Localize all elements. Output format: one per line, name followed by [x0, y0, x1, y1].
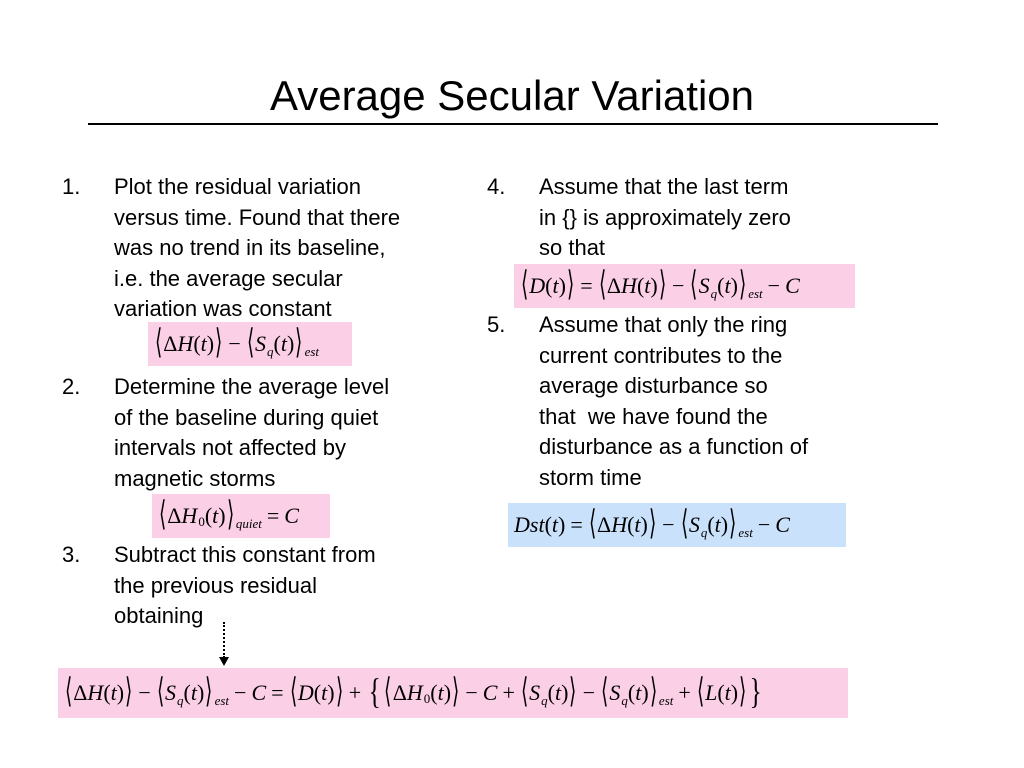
item-number: 5. — [487, 312, 506, 337]
item-number: 4. — [487, 174, 506, 199]
item-text: Assume that only the ring current contributes to the average disturbance so that we have found the disturbance as a function of storm time — [539, 312, 809, 490]
item-number: 1. — [62, 174, 81, 199]
item-text: Determine the average level of the baseline during quiet intervals not affected by magnetic storms — [114, 374, 390, 491]
title-underline — [88, 123, 938, 125]
item-text: Subtract this constant from the previous residual obtaining — [114, 542, 376, 628]
item-text: Plot the residual variation versus time. Found that there was no trend in its baseline, i.e. the average secular variation was constant — [114, 174, 401, 321]
item-number: 3. — [62, 542, 81, 567]
formula-disturbance: ⟨ D ( t ) ⟩ = ⟨ Δ H ( t ) ⟩ − ⟨ S q ( t ) ⟩ est − C — [514, 264, 855, 308]
item-number: 2. — [62, 374, 81, 399]
item-text: Assume that the last term in {} is approximately zero so that — [539, 174, 791, 260]
slide-title: Average Secular Variation — [269, 72, 755, 119]
formula-residual: ⟨ Δ H ( t ) ⟩ − ⟨ S q ( t ) ⟩ est — [148, 322, 352, 366]
dotted-arrow-line — [223, 622, 225, 658]
formula-full-equation: ⟨ Δ H ( t ) ⟩ − ⟨ S q ( t ) ⟩ est − C = ⟨ D ( t ) ⟩ + { ⟨ Δ H 0 ( t ) ⟩ − C + ⟨ S q ( t ) ⟩ − ⟨ S q ( t ) ⟩ est + ⟨ L ( t ) ⟩ } — [58, 668, 848, 718]
formula-quiet-baseline: ⟨ Δ H 0 ( t ) ⟩ quiet = C — [152, 494, 330, 538]
formula-dst: Dst ( t ) = ⟨ Δ H ( t ) ⟩ − ⟨ S q ( t ) ⟩ est − C — [508, 503, 846, 547]
arrow-head-icon — [219, 657, 229, 666]
